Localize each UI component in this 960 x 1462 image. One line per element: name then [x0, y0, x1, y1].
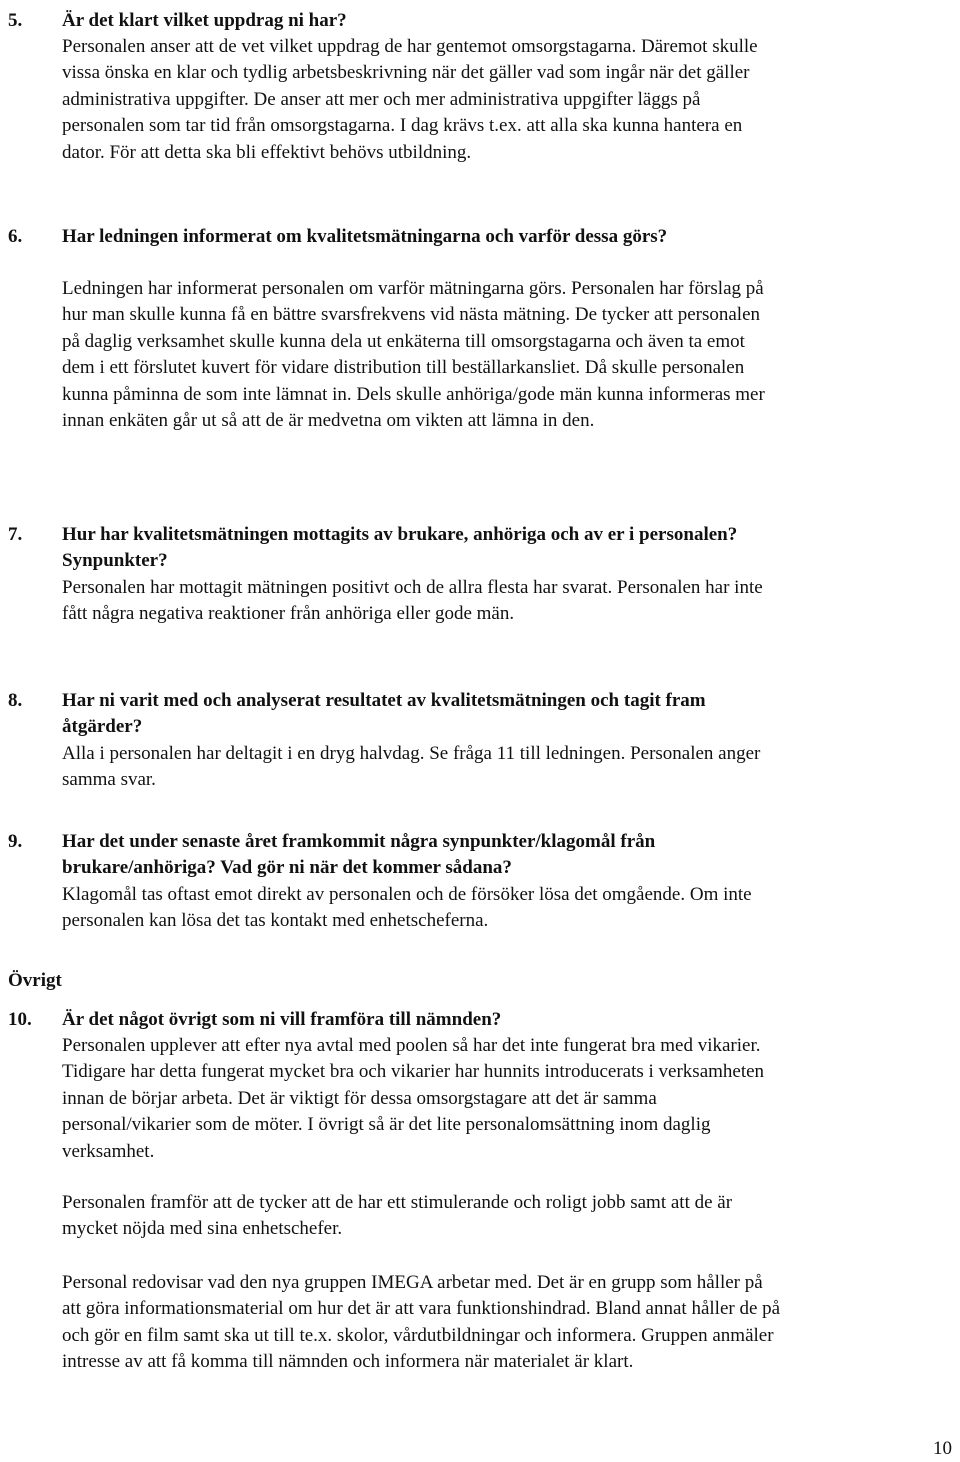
answer-paragraph: Personalen upplever att efter nya avtal med poolen så har det inte fungerat bra med vikarier. Tidigare har detta fungerat mycket bra och vikarier har hunnits introducerats i verksamheten innan de börjar arbeta. Det är viktigt för dessa omsorgstagare att det är samma personal/vikarier som de möter. I övrigt så är det lite personalomsättning inom daglig verksamhet.: [62, 1035, 765, 1162]
question-heading: Är det klart vilket uppdrag ni har?: [62, 10, 347, 31]
question-number: 8.: [8, 690, 23, 711]
question-heading: Har ni varit med och analyserat resultatet av kvalitetsmätningen och tagit fram åtgärder?: [62, 690, 706, 738]
question-number: 9.: [8, 831, 23, 852]
answer-paragraph: Personalen framför att de tycker att de har ett stimulerande och roligt jobb samt att de är mycket nöjda med sina enhetschefer.: [62, 1192, 733, 1240]
answer-paragraph: Personalen har mottagit mätningen positivt och de allra flesta har svarat. Personalen har inte fått några negativa reaktioner från anhöriga eller gode män.: [62, 577, 763, 625]
answer-paragraph: Ledningen har informerat personalen om varför mätningarna görs. Personalen har förslag på hur man skulle kunna få en bättre svarsfrekvens vid nästa mätning. De tycker att personalen på daglig verksamhet skulle kunna dela ut enkäterna till omsorgstagarna och även ta emot dem i ett förslutet kuvert för vidare distribution till beställarkansliet. Då skulle personalen kunna påminna de som inte lämnat in. Dels skulle anhöriga/gode män kunna informeras mer innan enkäten går ut så att de är medvetna om vikten att lämna in den.: [62, 278, 765, 432]
question-number: 7.: [8, 524, 23, 545]
answer-paragraph: Klagomål tas oftast emot direkt av personalen och de försöker lösa det omgående. Om inte personalen kan lösa det tas kontakt med enhetscheferna.: [62, 884, 752, 932]
answer-paragraph: Alla i personalen har deltagit i en dryg halvdag. Se fråga 11 till ledningen. Personalen anger samma svar.: [62, 743, 761, 791]
section-heading: Övrigt: [8, 970, 62, 991]
question-heading: Hur har kvalitetsmätningen mottagits av brukare, anhöriga och av er i personalen? Synpunkter?: [62, 524, 738, 572]
answer-paragraph: Personal redovisar vad den nya gruppen IMEGA arbetar med. Det är en grupp som håller på att göra informationsmaterial om hur det är att vara funktionshindrad. Bland annat håller de på och gör en film samt ska ut till te.x. skolor, vårdutbildningar och informera. Gruppen anmäler intresse av att få komma till nämnden och informera när materialet är klart.: [62, 1272, 781, 1373]
question-heading: Har det under senaste året framkommit några synpunkter/klagomål från brukare/anhöriga? Vad gör ni när det kommer sådana?: [62, 831, 656, 879]
answer-paragraph: Personalen anser att de vet vilket uppdrag de har gentemot omsorgstagarna. Däremot skulle vissa önska en klar och tydlig arbetsbeskrivning när det gäller vad som ingår när det gäller administrativa uppgifter. De anser att mer och mer administrativa uppgifter läggs på personalen som tar tid från omsorgstagarna. I dag krävs t.ex. att alla ska kunna hantera en dator. För att detta ska bli effektivt behövs utbildning.: [62, 36, 758, 163]
question-heading: Är det något övrigt som ni vill framföra till nämnden?: [62, 1009, 502, 1030]
question-number: 10.: [8, 1009, 32, 1030]
page-number: 10: [933, 1438, 952, 1459]
question-heading: Har ledningen informerat om kvalitetsmätningarna och varför dessa görs?: [62, 226, 668, 247]
question-number: 5.: [8, 10, 23, 31]
question-number: 6.: [8, 226, 23, 247]
